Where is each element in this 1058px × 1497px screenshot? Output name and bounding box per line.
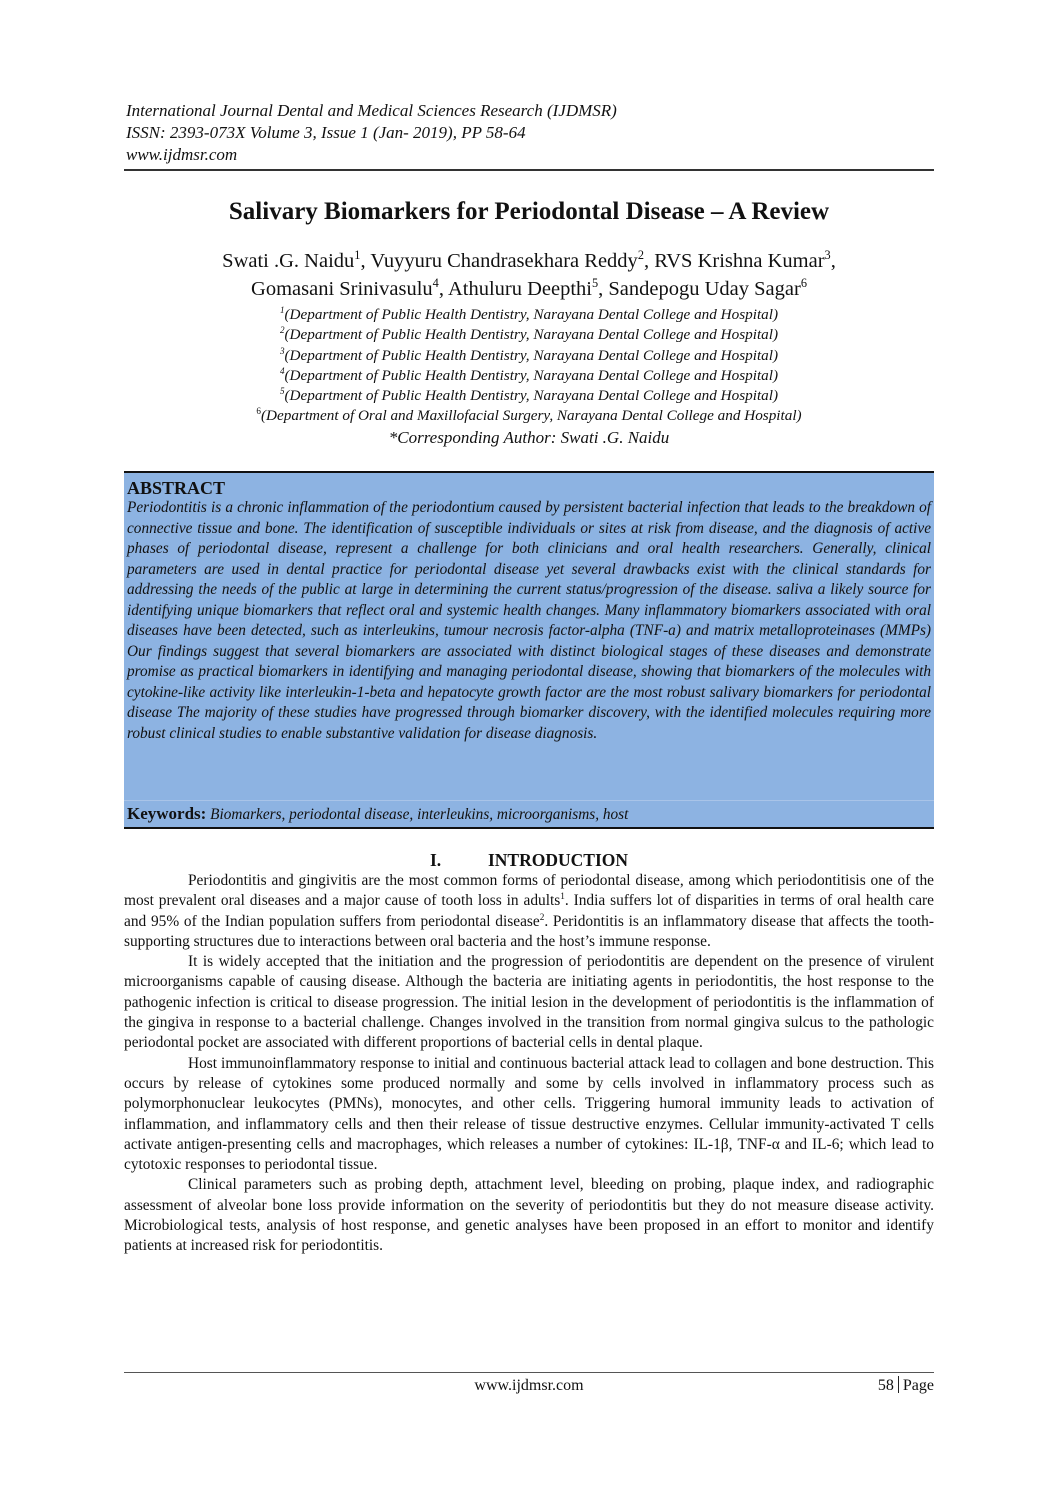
footer-website: www.ijdmsr.com — [474, 1377, 584, 1394]
author-affiliation-mark: 3 — [824, 248, 831, 263]
affiliation-mark: 4 — [279, 365, 285, 376]
running-header — [126, 100, 934, 166]
issn-volume-line: ISSN: 2393-073X Volume 3, Issue 1 (Jan- 2019), PP 58-64 — [126, 123, 526, 142]
author-separator: , — [438, 278, 448, 300]
author-affiliation-mark: 4 — [432, 276, 439, 291]
citation-mark: 2 — [539, 911, 545, 922]
keywords-label: Keywords: — [127, 804, 207, 823]
author-affiliation-mark: 5 — [591, 276, 599, 291]
author-affiliation-mark: 6 — [800, 276, 807, 291]
affiliation-text: (Department of Oral and Maxillofacial Surgery, Narayana Dental College and Hospital) — [260, 407, 802, 425]
author-line-1 — [124, 247, 934, 275]
affiliation-mark: 1 — [279, 304, 285, 315]
journal-website: www.ijdmsr.com — [126, 145, 238, 164]
header-divider — [124, 169, 934, 171]
section-heading-introduction — [124, 849, 934, 871]
paragraph-text: Periodontitis and gingivitis are the most common forms of periodontal disease, among which periodontitisis one of the most prevalent oral diseases and a major cause of tooth loss in adults — [124, 872, 934, 910]
journal-name: International Journal Dental and Medical Sciences Research (IJDMSR) — [126, 101, 617, 120]
author-affiliation-mark: 1 — [354, 248, 361, 263]
author-name: Swati .G. Naidu — [222, 250, 355, 272]
paper-title: Salivary Biomarkers for Periodontal Disease – A Review — [228, 198, 830, 225]
author-name: Sandepogu Uday Sagar — [608, 278, 801, 300]
author-name: RVS Krishna Kumar — [654, 250, 825, 272]
page-number — [878, 1375, 934, 1397]
section-number: I. — [429, 850, 442, 870]
footer-divider — [124, 1372, 934, 1373]
author-name: Athuluru Deepthi — [447, 278, 592, 300]
abstract-text: Periodontitis is a chronic inflammation of the periodontium caused by persistent bacterial infection that leads to the breakdown of connective tissue and bone. The identification of susceptible individuals or sites at risk from disease, and the diagnosis of active phases of periodontal disease, represent a challenge for both clinicians and oral health researchers. Generally, clinical parameters are used in dental practice for periodontal disease yet several drawbacks exist with the clinical standards for addressing the needs of the public at large in determining the current status/progression of the disease. saliva a likely source for identifying unique biomarkers that reflect oral and systemic health changes. Many inflammatory biomarkers associated with oral diseases have been detected, such as interleukins, tumour necrosis factor-alpha (TNF-a) and matrix metalloproteinases (MMPs) Our findings suggest that several biomarkers are associated with distinct biological stages of these diseases and demonstrate promise as practical biomarkers in identifying and managing periodontal disease, showing that biomarkers of the molecules with cytokine-like activity like interleukin-1-beta and hepatocyte growth factor are the most robust salivary biomarkers for periodontal disease The majority of these studies have progressed through biomarker discovery, with the identified molecules requiring more robust clinical studies to enable substantive validation for disease diagnosis. — [127, 499, 931, 742]
paragraph: Clinical parameters such as probing depth, attachment level, bleeding on probing, plaque index, and radiographic assessment of alveolar bone loss provide information on the severity of periodontitis but they do not measure disease activity. Microbiological tests, analysis of host response, and genetic analyses have been proposed in an effort to monitor and identify patients at increased risk for periodontitis. — [124, 1176, 934, 1255]
affiliation-mark: 2 — [279, 325, 285, 336]
author-affiliation-mark: 2 — [637, 248, 644, 263]
paragraph — [124, 871, 934, 952]
author-name: Vuyyuru Chandrasekhara Reddy — [370, 250, 638, 272]
affiliation-list — [124, 305, 934, 449]
affiliation-text: (Department of Public Health Dentistry, Narayana Dental College and Hospital) — [284, 387, 779, 405]
affiliation-mark: 5 — [279, 386, 285, 397]
section-title: INTRODUCTION — [487, 850, 629, 870]
author-name: Gomasani Srinivasulu — [251, 278, 433, 300]
affiliation-item — [124, 325, 934, 345]
abstract-box — [124, 471, 934, 829]
paragraph: Host immunoinflammatory response to initial and continuous bacterial attack lead to collagen and bone destruction. This occurs by release of cytokines some produced normally and some by cells involved in inflammatory process such as polymorphonuclear leukocytes (PMNs), monocytes, and other cells. Triggering humoral immunity leads to activation of inflammation, and inflammatory cells and then their release of tissue destructive enzymes. Cellular immunity-activated T cells activate antigen-presenting cells and macrophages, which releases a number of cytokines: IL-1β, TNF-α and IL-6; which lead to cytotoxic responses to periodontal tissue. — [124, 1054, 934, 1174]
abstract-divider — [124, 800, 934, 801]
affiliation-item — [124, 406, 934, 426]
paragraph-text: . Peridontitis is an inflammatory disease that affects the tooth-supporting structures due to interactions between oral bacteria and the host’s immune response. — [124, 912, 934, 950]
author-separator: , — [598, 278, 609, 300]
page-label: Page — [902, 1377, 934, 1394]
page-number-value: 58 — [877, 1377, 894, 1394]
abstract-heading: ABSTRACT — [127, 478, 226, 498]
affiliation-text: (Department of Public Health Dentistry, Narayana Dental College and Hospital) — [284, 346, 779, 364]
affiliation-mark: 6 — [256, 406, 261, 417]
paragraph-text: . India suffers lot of disparities in terms of oral health care and 95% of the Indian population suffers from periodontal disease — [124, 892, 934, 930]
affiliation-item — [124, 305, 934, 325]
author-list — [124, 247, 934, 303]
affiliation-text: (Department of Public Health Dentistry, Narayana Dental College and Hospital) — [284, 366, 779, 384]
affiliation-item — [124, 366, 934, 386]
affiliation-item — [124, 386, 934, 406]
author-separator: , — [360, 250, 371, 272]
keywords — [127, 804, 628, 825]
author-line-2 — [124, 275, 934, 303]
affiliation-text: (Department of Public Health Dentistry, Narayana Dental College and Hospital) — [284, 326, 779, 344]
citation-mark: 1 — [560, 891, 565, 902]
affiliation-mark: 3 — [279, 345, 285, 356]
keywords-list: Biomarkers, periodontal disease, interleukins, microorganisms, host — [210, 806, 629, 823]
corresponding-author: *Corresponding Author: Swati .G. Naidu — [388, 427, 670, 447]
affiliation-item — [124, 346, 934, 366]
author-separator: , — [830, 250, 836, 272]
page-separator — [898, 1376, 899, 1393]
paragraph: It is widely accepted that the initiation and the progression of periodontitis are dependent on the presence of virulent microorganisms capable of causing disease. Although the bacteria are initiating agents in periodontitis, the host response to the pathogenic infection is critical to disease progression. The initial lesion in the development of periodontitis is the inflammation of the gingiva in response to a bacterial challenge. Changes involved in the transition from normal gingiva sulcus to the pathologic periodontal pocket are associated with different proportions of bacterial cells in dental plaque. — [124, 953, 934, 1052]
affiliation-text: (Department of Public Health Dentistry, Narayana Dental College and Hospital) — [284, 306, 779, 323]
author-separator: , — [643, 250, 655, 272]
introduction-body — [124, 871, 934, 1257]
